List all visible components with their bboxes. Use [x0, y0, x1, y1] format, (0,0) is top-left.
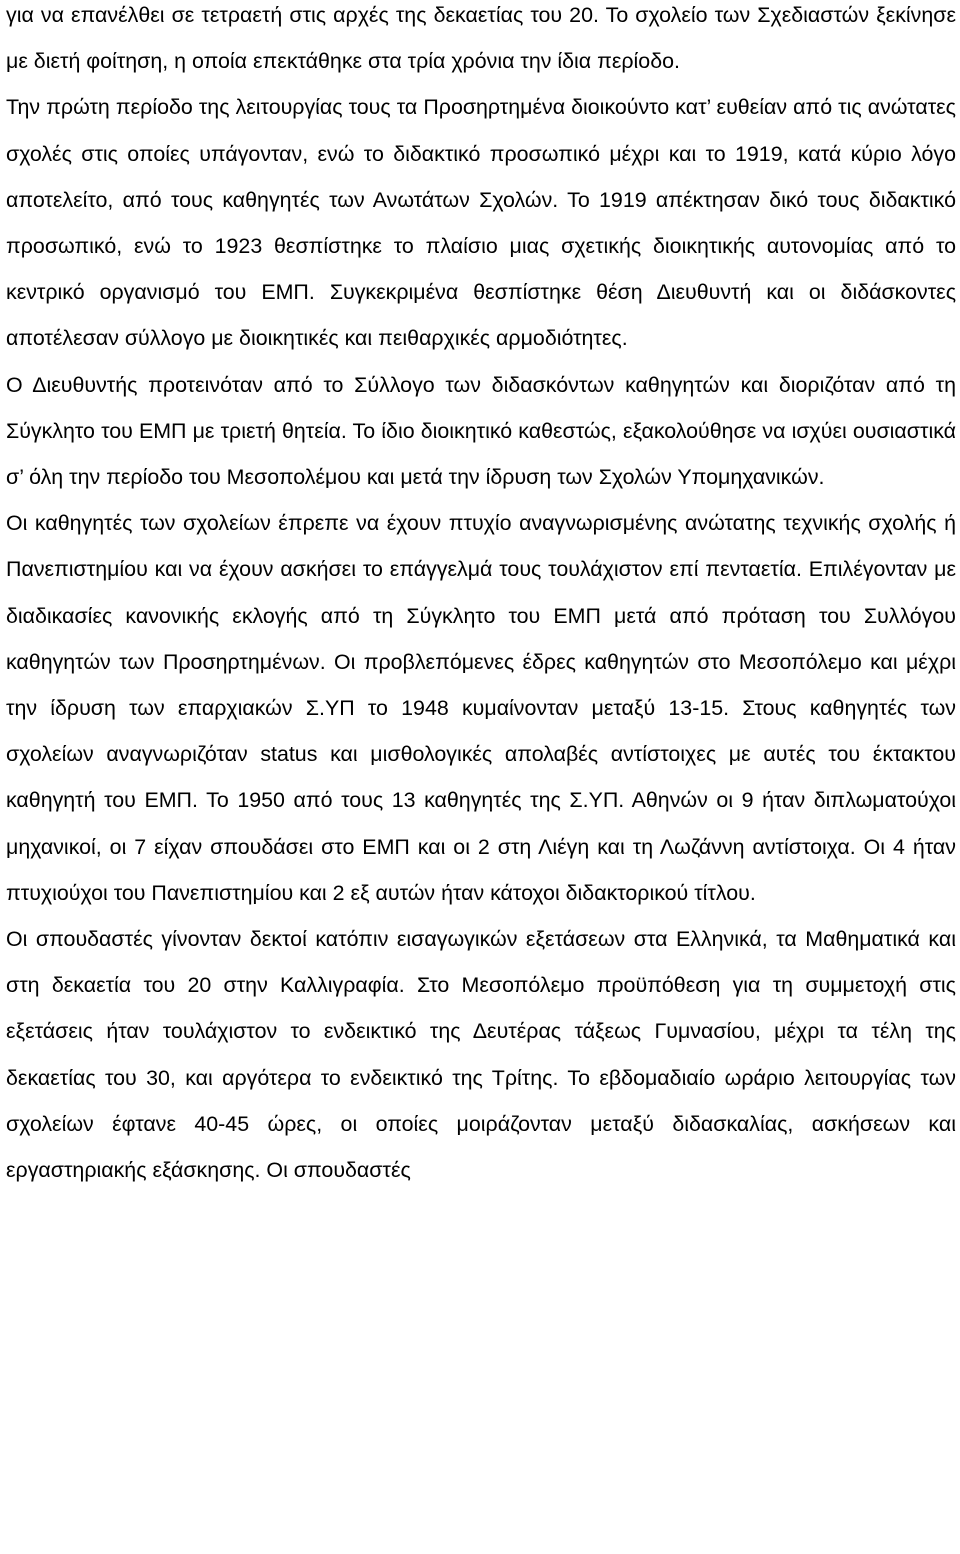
document-page [6, 0, 956, 1193]
paragraph-4: Οι καθηγητές των σχολείων έπρεπε να έχουν πτυχίο αναγνωρισμένης ανώτατης τεχνικής σχολής ή Πανεπιστημίου και να έχουν ασκήσει το επάγγελμά τους τουλάχιστον επί πενταετία. Επιλέγονταν με διαδικασίες κανονικής εκλογής από τη Σύγκλητο του ΕΜΠ μετά από πρόταση του Συλλόγου καθηγητών των Προσηρτημένων. Οι προβλεπόμενες έδρες καθηγητών στο Μεσοπόλεμο και μέχρι την ίδρυση των επαρχιακών Σ.ΥΠ το 1948 κυμαίνονταν μεταξύ 13-15. Στους καθηγητές των σχολείων αναγνωριζόταν status και μισθολογικές απολαβές αντίστοιχες με αυτές του έκτακτου καθηγητή του ΕΜΠ. Το 1950 από τους 13 καθηγητές της Σ.ΥΠ. Αθηνών οι 9 ήταν διπλωματούχοι μηχανικοί, οι 7 είχαν σπουδάσει στο ΕΜΠ και οι 2 στη Λιέγη και τη Λωζάννη αντίστοιχα. Οι 4 ήταν πτυχιούχοι του Πανεπιστημίου και 2 εξ αυτών ήταν κάτοχοι διδακτορικού τίτλου. [6, 511, 956, 905]
paragraph-3: Ο Διευθυντής προτεινόταν από το Σύλλογο των διδασκόντων καθηγητών και διοριζόταν από τη Σύγκλητο του ΕΜΠ με τριετή θητεία. Το ίδιο διοικητικό καθεστώς, εξακολούθησε να ισχύει ουσιαστικά σ’ όλη την περίοδο του Μεσοπολέμου και μετά την ίδρυση των Σχολών Υπομηχανικών. [6, 372, 956, 490]
paragraph-2: Την πρώτη περίοδο της λειτουργίας τους τα Προσηρτημένα διοικούντο κατ’ ευθείαν από τις ανώτατες σχολές στις οποίες υπάγονταν, ενώ το διδακτικό προσωπικό μέχρι και το 1919, κατά κύριο λόγο αποτελείτο, από τους καθηγητές των Ανωτάτων Σχολών. Το 1919 απέκτησαν δικό τους διδακτικό προσωπικό, ενώ το 1923 θεσπίστηκε το πλαίσιο μιας σχετικής διοικητικής αυτονομίας από το κεντρικό οργανισμό του ΕΜΠ. Συγκεκριμένα θεσπίστηκε θέση Διευθυντή και οι διδάσκοντες αποτέλεσαν σύλλογο με διοικητικές και πειθαρχικές αρμοδιότητες. [6, 95, 956, 351]
paragraph-1: για να επανέλθει σε τετραετή στις αρχές της δεκαετίας του 20. Το σχολείο των Σχεδιαστών ξεκίνησε με διετή φοίτηση, η οποία επεκτάθηκε στα τρία χρόνια την ίδια περίοδο. [6, 3, 956, 74]
paragraph-5: Οι σπουδαστές γίνονταν δεκτοί κατόπιν εισαγωγικών εξετάσεων στα Ελληνικά, τα Μαθηματικά και στη δεκαετία του 20 στην Καλλιγραφία. Στο Μεσοπόλεμο προϋπόθεση για τη συμμετοχή στις εξετάσεις ήταν τουλάχιστον το ενδεικτικό της Δευτέρας τάξεως Γυμνασίου, μέχρι τα τέλη της δεκαετίας του 30, και αργότερα το ενδεικτικό της Τρίτης. Το εβδομαδιαίο ωράριο λειτουργίας των σχολείων έφτανε 40-45 ώρες, οι οποίες μοιράζονταν μεταξύ διδασκαλίας, ασκήσεων και εργαστηριακής εξάσκησης. Οι σπουδαστές [6, 927, 956, 1183]
